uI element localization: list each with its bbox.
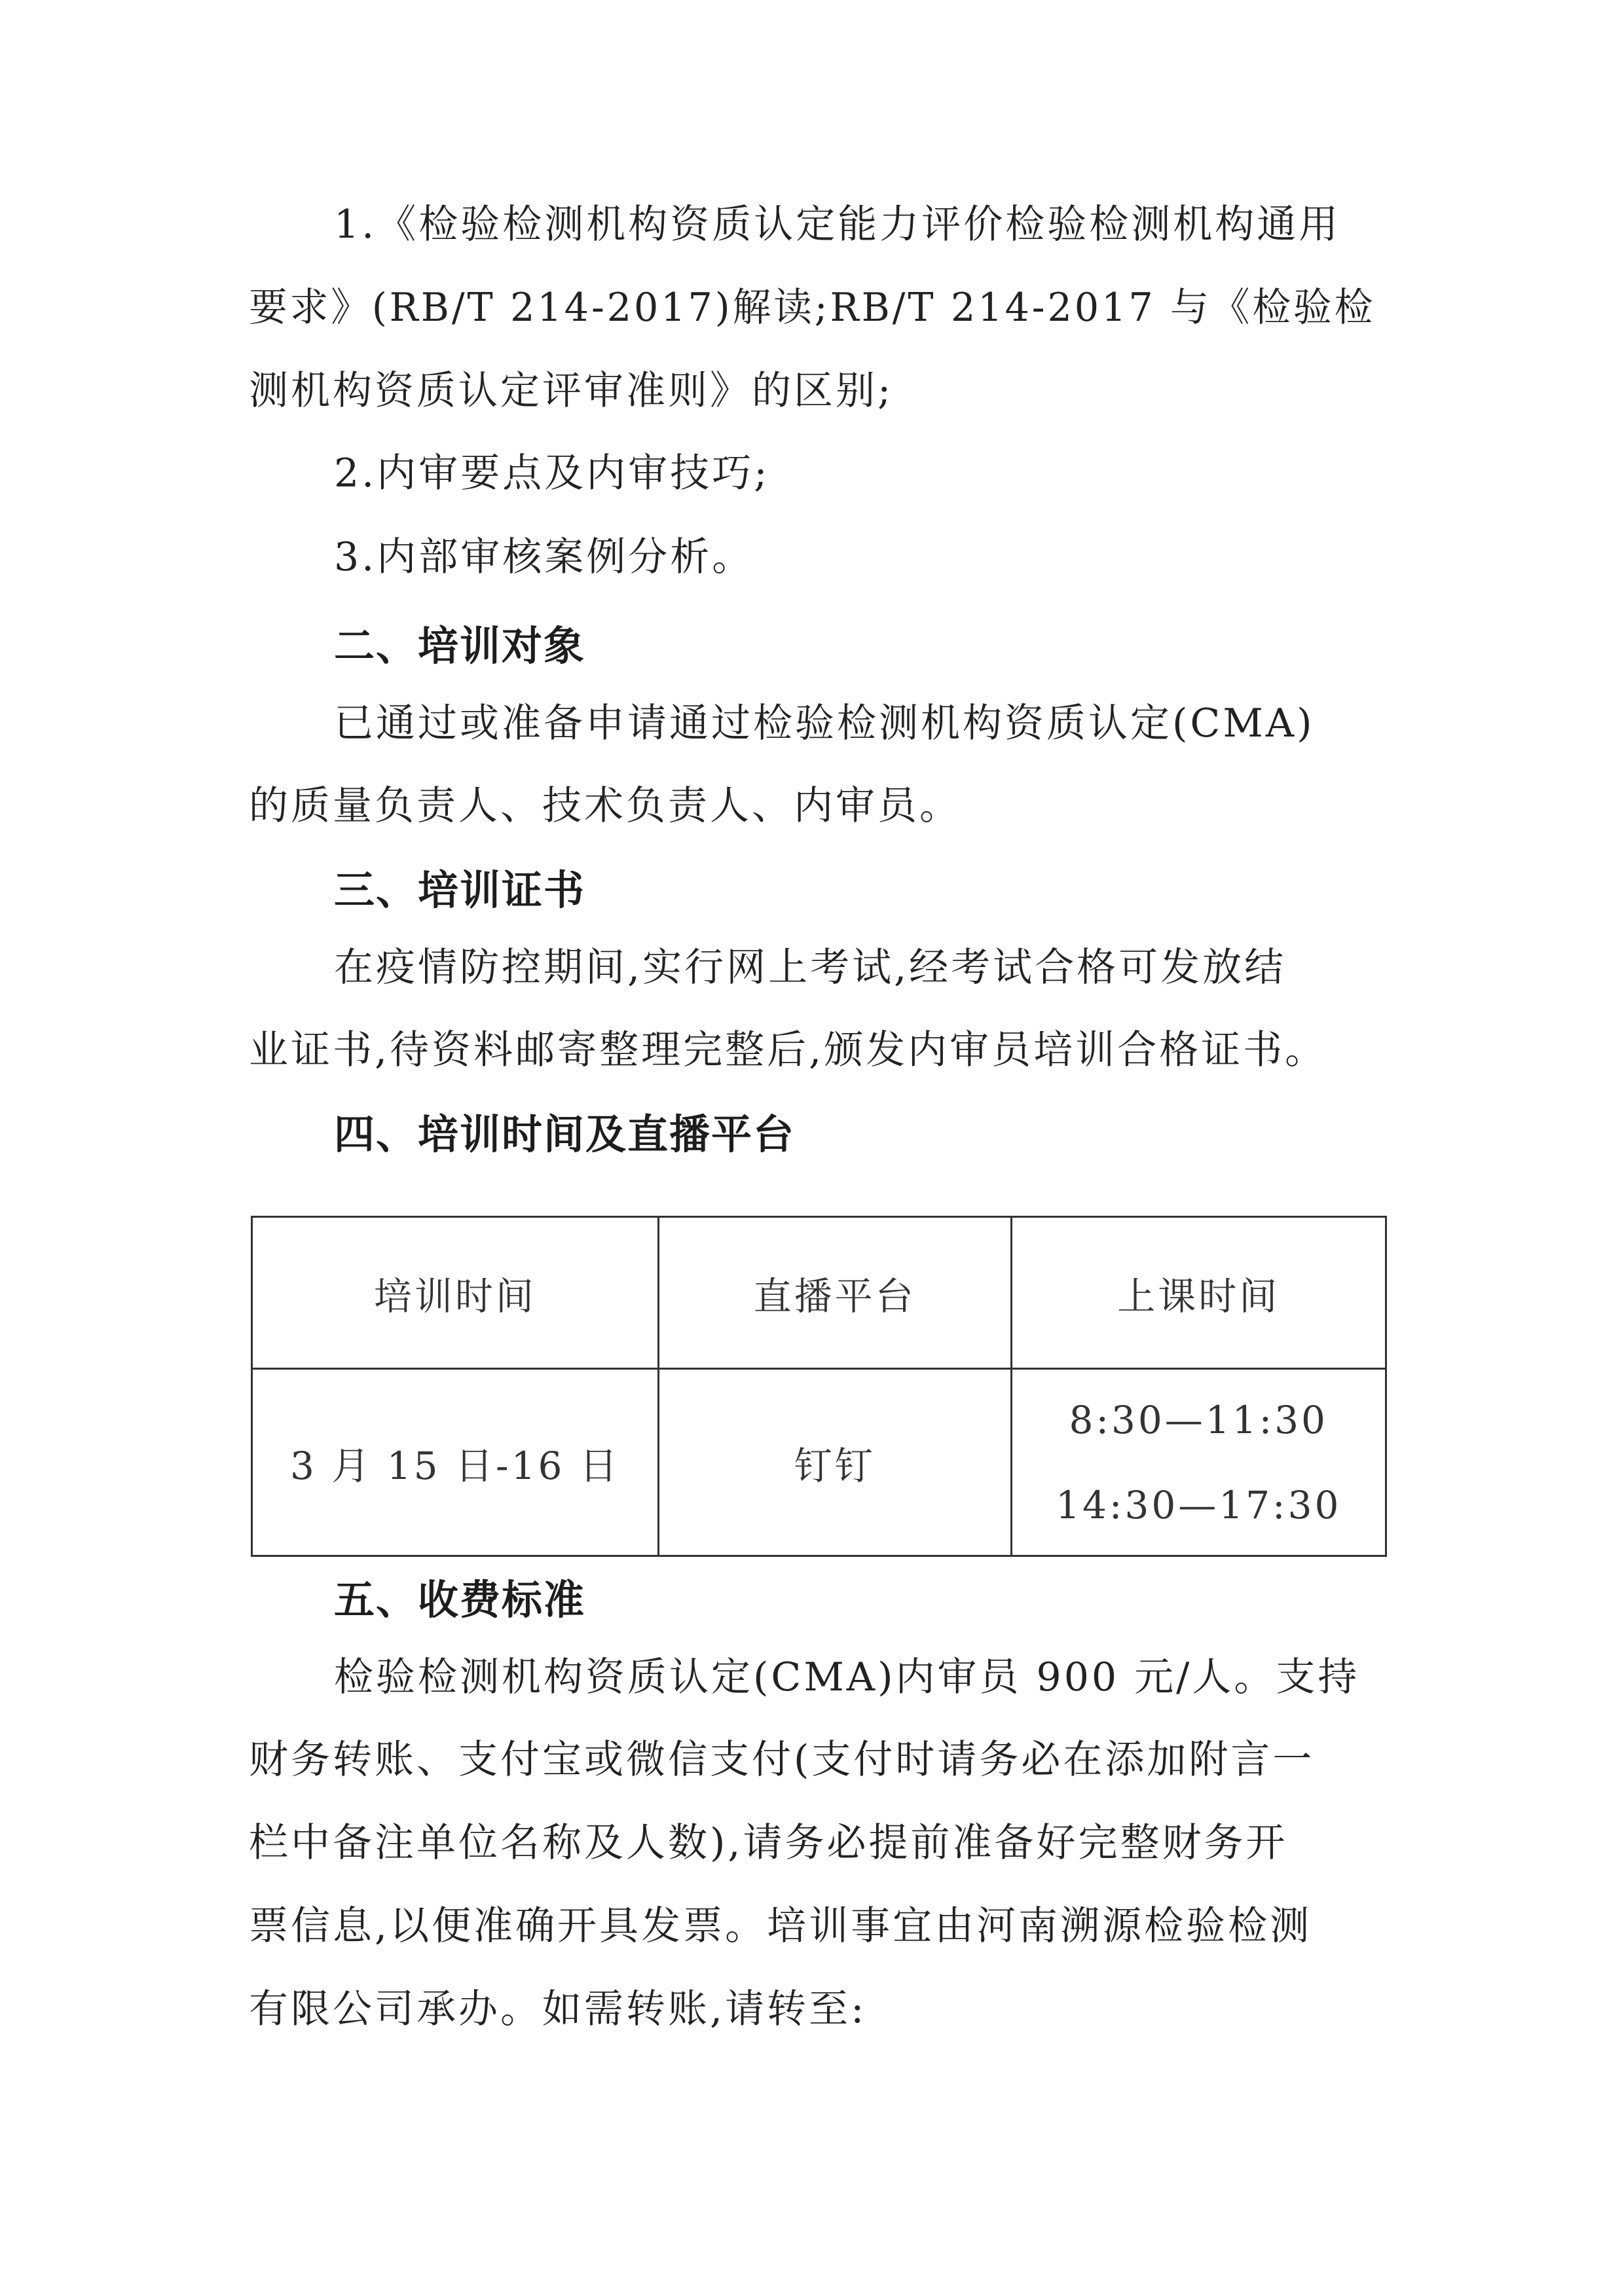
cell-platform: 钉钉 (658, 1369, 1011, 1556)
item3-text: 3.内部审核案例分析。 (334, 534, 754, 580)
item1-line3: 测机构资质认定评审准则》的区别; (249, 368, 894, 414)
table-header-row (252, 1217, 1386, 1369)
cell-training-date: 3 月 15 日-16 日 (252, 1369, 659, 1556)
morning-time: 8:30—11:30 (1069, 1397, 1328, 1442)
afternoon-time: 14:30—17:30 (1056, 1482, 1342, 1527)
section5-line1: 检验检测机构资质认定(CMA)内审员 900 元/人。支持 (334, 1654, 1360, 1700)
section5-line4: 票信息,以便准确开具发票。培训事宜由河南溯源检验检测 (249, 1903, 1312, 1949)
section4-heading: 四、培训时间及直播平台 (334, 1110, 796, 1158)
header-training-time: 培训时间 (252, 1217, 659, 1369)
section2-line2: 的质量负责人、技术负责人、内审员。 (249, 783, 961, 829)
section5-line3: 栏中备注单位名称及人数),请务必提前准备好完整财务开 (249, 1820, 1288, 1866)
schedule-table (251, 1216, 1387, 1557)
item2-text: 2.内审要点及内审技巧; (334, 450, 770, 496)
section3-line2: 业证书,待资料邮寄整理完整后,颁发内审员培训合格证书。 (249, 1027, 1327, 1073)
item1-line1: 1.《检验检测机构资质认定能力评价检验检测机构通用 (334, 202, 1341, 247)
table-row (252, 1369, 1386, 1556)
section5-line5: 有限公司承办。如需转账,请转至: (249, 1986, 867, 2032)
section3-heading: 三、培训证书 (334, 866, 586, 914)
section2-heading: 二、培训对象 (334, 622, 586, 670)
header-class-time: 上课时间 (1011, 1217, 1386, 1369)
cell-class-time (1011, 1369, 1386, 1556)
section2-line1: 已通过或准备申请通过检验检测机构资质认定(CMA) (334, 701, 1315, 746)
section3-line1: 在疫情防控期间,实行网上考试,经考试合格可发放结 (334, 945, 1287, 991)
header-live-platform: 直播平台 (658, 1217, 1011, 1369)
section5-line2: 财务转账、支付宝或微信支付(支付时请务必在添加附言一 (249, 1737, 1315, 1783)
section5-heading: 五、收费标准 (334, 1576, 586, 1624)
item1-line2: 要求》(RB/T 214-2017)解读;RB/T 214-2017 与《检验检 (249, 285, 1376, 331)
